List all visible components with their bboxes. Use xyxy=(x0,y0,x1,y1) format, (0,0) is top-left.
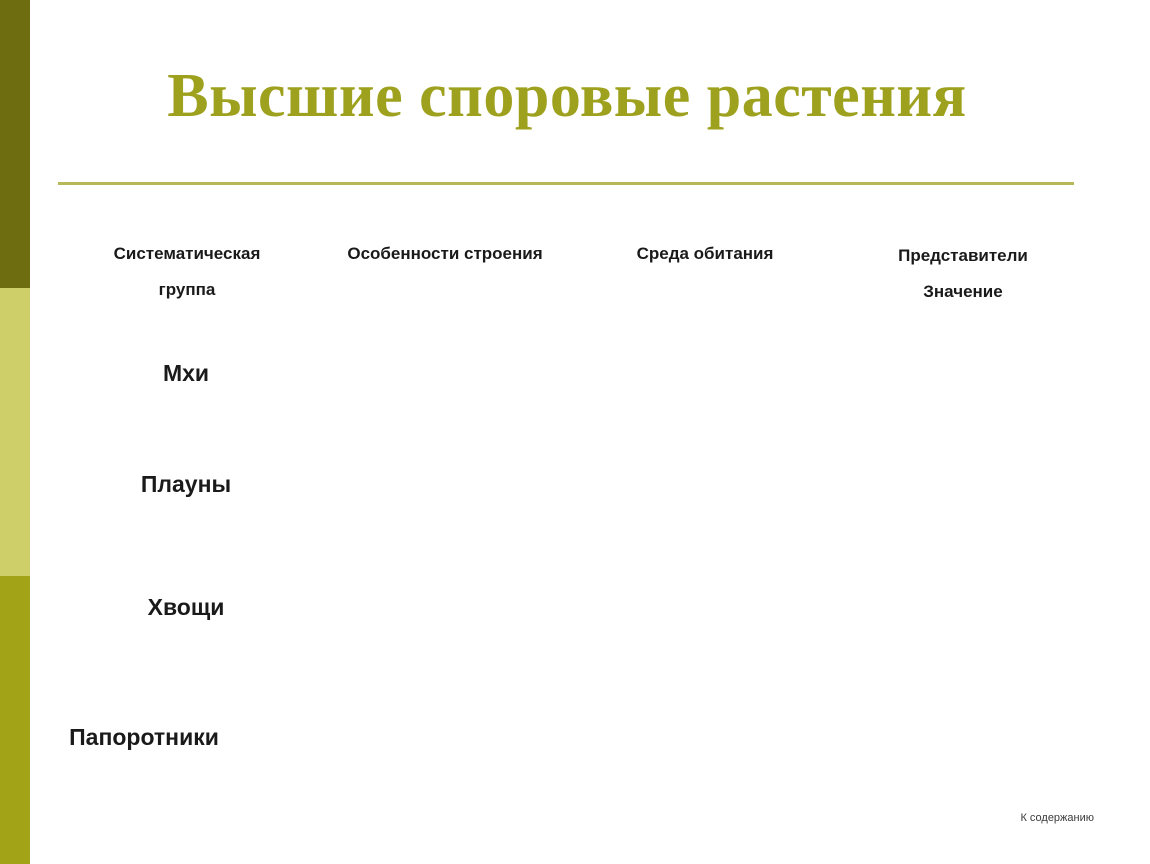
slide-title: Высшие споровые растения xyxy=(167,62,967,130)
column-header-line: Представители xyxy=(898,246,1028,265)
column-header-representatives xyxy=(868,238,1058,310)
column-header-line: группа xyxy=(158,280,216,299)
column-header-line: Значение xyxy=(923,282,1003,301)
row-label-ferns: Папоротники xyxy=(69,724,219,750)
column-header-habitat xyxy=(612,236,798,272)
column-header-line: Особенности строения xyxy=(347,244,543,263)
contents-link[interactable]: К содержанию xyxy=(1020,812,1094,824)
decorative-band-bottom xyxy=(0,576,30,864)
decorative-band-top xyxy=(0,0,30,288)
column-header-line: Среда обитания xyxy=(636,244,774,263)
title-divider xyxy=(58,182,1074,185)
column-header-group xyxy=(92,236,282,308)
column-header-structure xyxy=(322,236,568,272)
row-label-club-mosses: Плауны xyxy=(140,471,232,497)
row-label-mosses: Мхи xyxy=(162,360,210,386)
column-header-line: Систематическая xyxy=(113,244,261,263)
decorative-band-middle xyxy=(0,288,30,576)
row-label-horsetails: Хвощи xyxy=(147,594,225,620)
